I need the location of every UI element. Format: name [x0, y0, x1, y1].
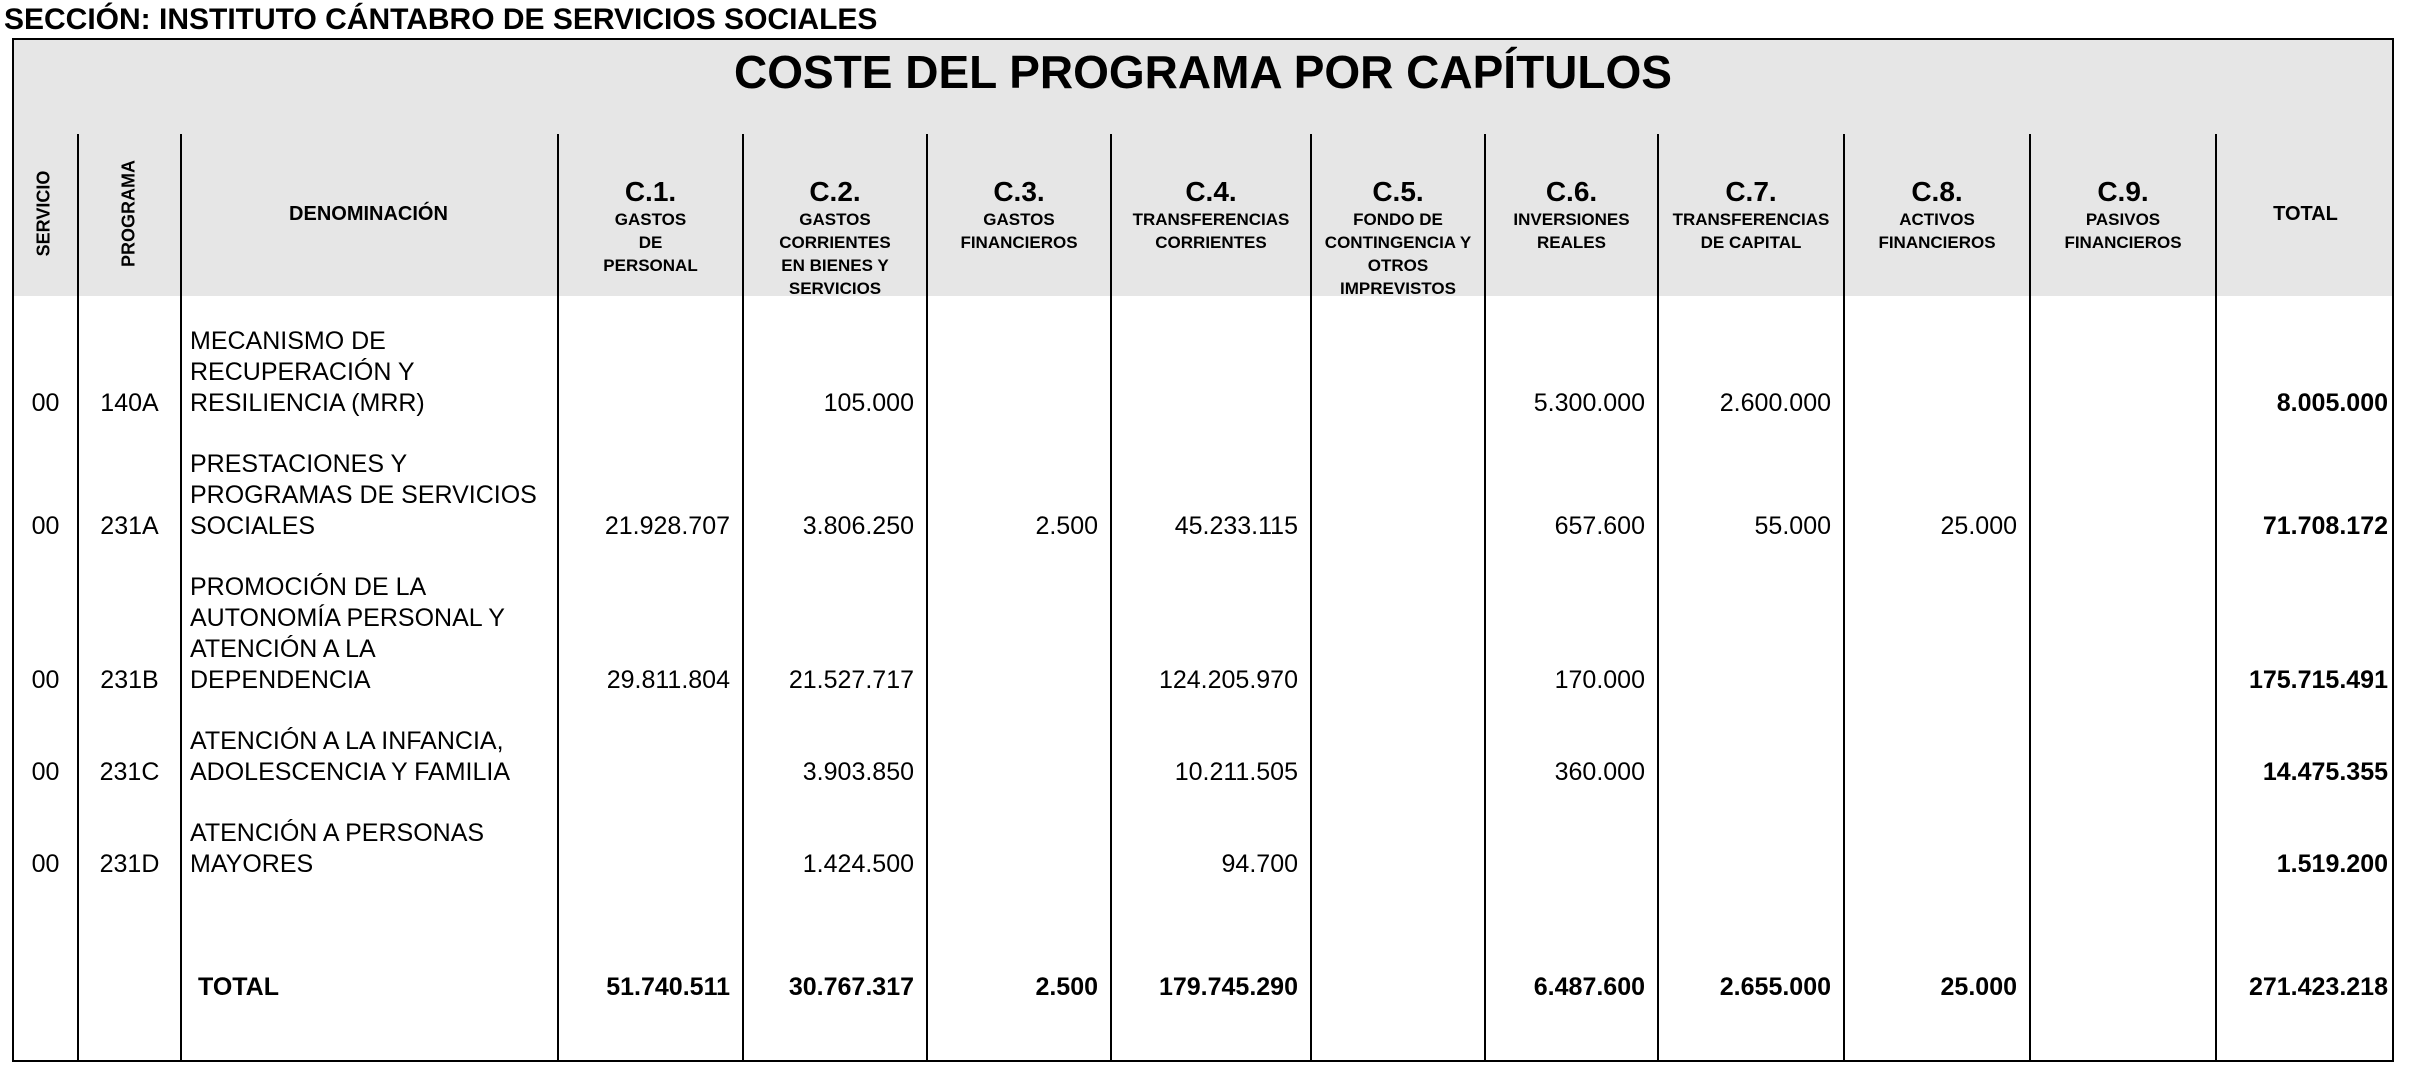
column-divider [2215, 134, 2217, 1060]
totals-label: TOTAL [198, 973, 280, 1001]
chapter-label: TRANSFERENCIAS DE CAPITAL [1672, 210, 1830, 252]
cell-c2: 3.806.250 [802, 512, 914, 540]
program-cost-table [12, 38, 2394, 1062]
chapter-code: C.9. [2097, 176, 2149, 207]
cell-denominacion: ATENCIÓN A PERSONAS MAYORES [190, 819, 485, 878]
header-chapter-5 [1312, 134, 1484, 296]
chapter-code: C.7. [1725, 176, 1777, 207]
cell-servicio: 00 [31, 850, 60, 878]
cell-total: 71.708.172 [2262, 512, 2388, 540]
chapter-code: C.5. [1372, 176, 1424, 207]
cell-servicio: 00 [31, 758, 60, 786]
cell-c6: 657.600 [1554, 512, 1645, 540]
total-c8: 25.000 [1940, 973, 2017, 1001]
column-divider [180, 134, 182, 1060]
cell-programa: 231A [100, 512, 159, 540]
cell-denominacion: MECANISMO DE RECUPERACIÓN Y RESILIENCIA (MRR) [190, 327, 425, 417]
cell-c4: 124.205.970 [1158, 666, 1298, 694]
total-c7: 2.655.000 [1719, 973, 1831, 1001]
cell-c7: 55.000 [1754, 512, 1831, 540]
chapter-label: PASIVOS FINANCIEROS [2064, 210, 2182, 252]
cell-denominacion: PROMOCIÓN DE LA AUTONOMÍA PERSONAL Y ATENCIÓN A LA DEPENDENCIA [190, 573, 505, 694]
chapter-label: GASTOS CORRIENTES EN BIENES Y SERVICIOS [779, 210, 891, 298]
cell-c6: 5.300.000 [1533, 389, 1645, 417]
total-c1: 51.740.511 [606, 973, 730, 1001]
column-divider [77, 134, 79, 1060]
header-total: TOTAL [2273, 203, 2338, 225]
cell-c2: 21.527.717 [788, 666, 914, 694]
header-servicio: SERVICIO [33, 170, 54, 257]
cell-servicio: 00 [31, 389, 60, 417]
cell-c8: 25.000 [1940, 512, 2017, 540]
cell-total: 1.519.200 [2276, 850, 2388, 878]
header-chapter-8 [1845, 134, 2029, 296]
grand-total: 271.423.218 [2248, 973, 2388, 1001]
chapter-code: C.2. [809, 176, 861, 207]
header-denominacion: DENOMINACIÓN [289, 203, 448, 225]
cell-total: 14.475.355 [2262, 758, 2388, 786]
cell-servicio: 00 [31, 666, 60, 694]
cell-total: 8.005.000 [2276, 389, 2388, 417]
chapter-label: GASTOS FINANCIEROS [960, 210, 1078, 252]
cell-total: 175.715.491 [2248, 666, 2388, 694]
total-c2: 30.767.317 [788, 973, 914, 1001]
total-c3: 2.500 [1035, 973, 1098, 1001]
header-chapter-3 [928, 134, 1110, 296]
cell-programa: 140A [100, 389, 159, 417]
cell-programa: 231C [99, 758, 160, 786]
cell-c7: 2.600.000 [1719, 389, 1831, 417]
header-chapter-9 [2031, 134, 2215, 296]
header-chapter-4 [1112, 134, 1310, 296]
header-chapter-7 [1659, 134, 1843, 296]
cell-c2: 105.000 [823, 389, 914, 417]
chapter-label: FONDO DE CONTINGENCIA Y OTROS IMPREVISTOS [1324, 210, 1472, 298]
chapter-label: ACTIVOS FINANCIEROS [1878, 210, 1996, 252]
cell-c3: 2.500 [1035, 512, 1098, 540]
chapter-label: TRANSFERENCIAS CORRIENTES [1132, 210, 1290, 252]
cell-c4: 94.700 [1221, 850, 1298, 878]
chapter-code: C.8. [1911, 176, 1963, 207]
chapter-label: GASTOS DE PERSONAL [603, 210, 698, 275]
cell-c6: 170.000 [1554, 666, 1645, 694]
cell-programa: 231B [100, 666, 159, 694]
cell-c1: 21.928.707 [604, 512, 730, 540]
chapter-label: INVERSIONES REALES [1513, 210, 1630, 252]
table-title: COSTE DEL PROGRAMA POR CAPÍTULOS [734, 46, 1672, 98]
cell-c4: 45.233.115 [1174, 512, 1298, 540]
total-c6: 6.487.600 [1533, 973, 1645, 1001]
cell-denominacion: ATENCIÓN A LA INFANCIA, ADOLESCENCIA Y FAMILIA [190, 727, 511, 786]
cell-c1: 29.811.804 [606, 666, 730, 694]
header-chapter-1 [559, 134, 742, 296]
chapter-code: C.4. [1185, 176, 1237, 207]
chapter-code: C.1. [624, 176, 677, 207]
header-chapter-6 [1486, 134, 1657, 296]
section-title: SECCIÓN: INSTITUTO CÁNTABRO DE SERVICIOS SOCIALES [4, 3, 878, 36]
cell-programa: 231D [99, 850, 160, 878]
header-programa: PROGRAMA [118, 160, 139, 267]
cell-c2: 1.424.500 [802, 850, 914, 878]
cell-c6: 360.000 [1554, 758, 1645, 786]
cell-c4: 10.211.505 [1174, 758, 1298, 786]
cell-servicio: 00 [31, 512, 60, 540]
cell-denominacion: PRESTACIONES Y PROGRAMAS DE SERVICIOS SOCIALES [190, 450, 537, 540]
total-c4: 179.745.290 [1158, 973, 1298, 1001]
chapter-code: C.6. [1545, 176, 1598, 207]
cell-c2: 3.903.850 [802, 758, 914, 786]
chapter-code: C.3. [993, 176, 1045, 207]
header-chapter-2 [744, 134, 926, 296]
